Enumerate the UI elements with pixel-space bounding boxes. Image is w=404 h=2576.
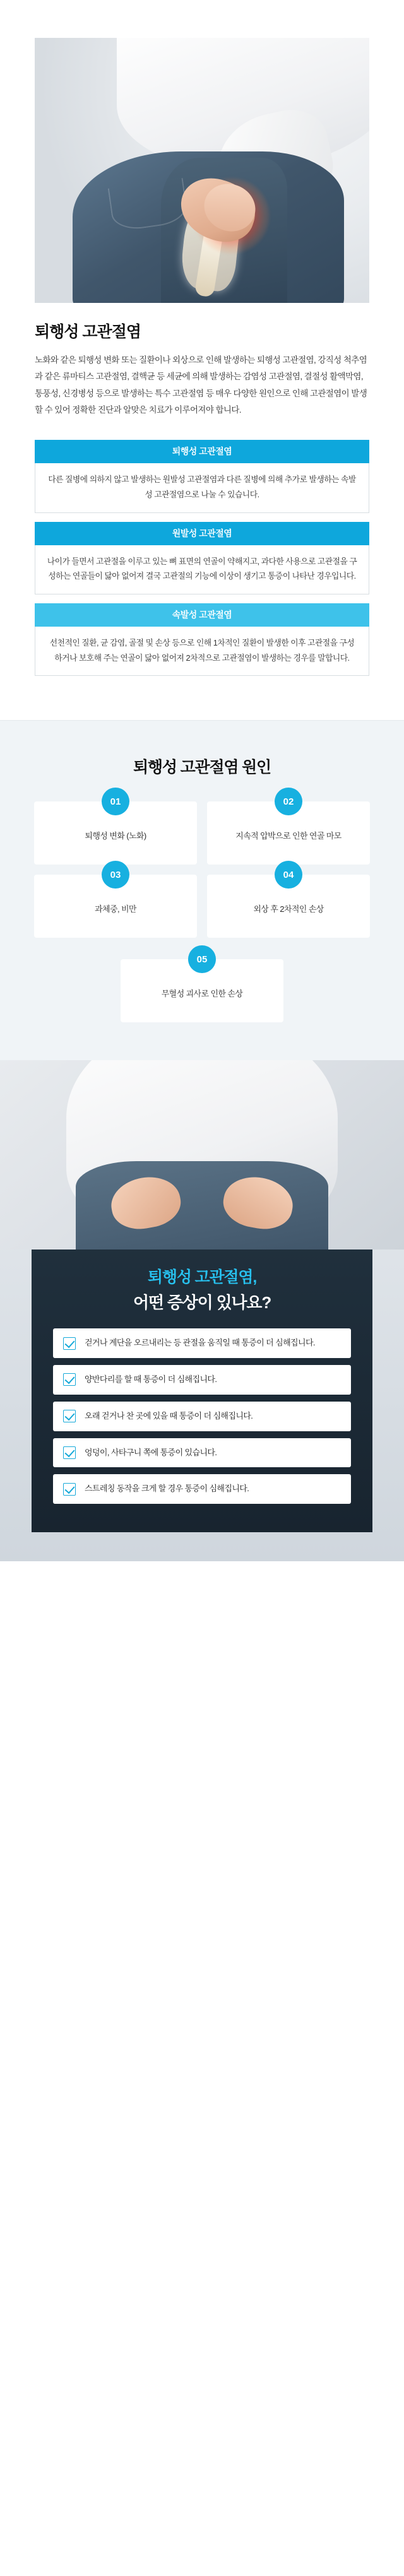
causes-grid — [25, 796, 379, 938]
term-block-degenerative — [35, 440, 369, 512]
checkbox-icon — [63, 1483, 76, 1496]
cause-number-badge: 03 — [102, 861, 129, 889]
cause-text: 무혈성 괴사로 인한 손상 — [161, 988, 243, 998]
term-block-primary — [35, 522, 369, 594]
checkbox-icon — [63, 1410, 76, 1422]
symptom-text: 걷거나 계단을 오르내리는 등 관절을 움직일 때 통증이 더 심해집니다. — [85, 1338, 315, 1348]
page-title: 퇴행성 고관절염 — [35, 323, 141, 341]
cause-text: 과체중, 비만 — [95, 904, 136, 914]
symptom-item — [53, 1438, 351, 1468]
symptoms-section — [0, 1060, 404, 1561]
hip-pain-photo — [35, 38, 369, 303]
causes-title: 퇴행성 고관절염 원인 — [133, 759, 271, 777]
term-body-text: 나이가 들면서 고관절을 이루고 있는 뼈 표면의 연골이 약해지고, 과다한 사용으로 고관절을 구성하는 연골들이 닳아 없어져 결국 고관절의 기능에 이상이 생기고 통증이 나타난 경우입니다. — [35, 545, 369, 594]
cause-text: 지속적 압박으로 인한 연골 마모 — [235, 830, 342, 841]
symptom-text: 엉덩이, 사타구니 쪽에 통증이 있습니다. — [85, 1447, 217, 1457]
cause-card-05 — [121, 954, 283, 1022]
cause-text: 외상 후 2차적인 손상 — [253, 904, 324, 914]
symptom-text: 양반다리를 할 때 통증이 더 심해집니다. — [85, 1374, 217, 1385]
cause-number-badge: 01 — [102, 788, 129, 815]
cause-card-03 — [34, 869, 197, 938]
term-body-text: 다른 질병에 의하지 않고 발생하는 원발성 고관절염과 다른 질병에 의해 추가로 발생하는 속발성 고관절염으로 나눌 수 있습니다. — [35, 463, 369, 512]
symptom-item — [53, 1402, 351, 1431]
cause-card-02 — [207, 796, 370, 865]
cause-text: 퇴행성 변화 (노화) — [85, 830, 146, 841]
symptom-item — [53, 1474, 351, 1504]
term-body-text: 선천적인 질환, 균 감염, 골절 및 손상 등으로 인해 1차적인 질환이 발생한 이후 고관절을 구성하거나 보호해 주는 연골이 닳아 없어져 2차적으로 고관절염이 발생하는 경우를 말합니다. — [35, 627, 369, 676]
checkbox-icon — [63, 1337, 76, 1350]
hero-section — [0, 0, 404, 720]
cause-card-04 — [207, 869, 370, 938]
terms-list — [35, 440, 369, 676]
symptoms-title-line2: 어떤 증상이 있나요? — [133, 1293, 271, 1313]
cause-card-01 — [34, 796, 197, 865]
cause-number-badge: 05 — [188, 945, 216, 973]
term-head-label: 퇴행성 고관절염 — [35, 440, 369, 463]
term-block-secondary — [35, 603, 369, 676]
abdomen-pain-photo — [0, 1060, 404, 1250]
symptom-item — [53, 1365, 351, 1395]
causes-section — [0, 720, 404, 1060]
hero-body-text: 노화와 같은 퇴행성 변화 또는 질환이나 외상으로 인해 발생하는 퇴행성 고관절염, 강직성 척추염과 같은 류마티스 고관절염, 결핵균 등 세균에 의해 발생하는 감염성 고관절염, 결절성 활액막염, 통풍성, 신경병성 등으로 발생하는 특수 고관절염 등 매우 다양한 원인으로 인해 고관절염이 발생할 수 있어 정확한 진단과 알맞은 치료가 이루어져야 합니다. — [35, 355, 367, 415]
cause-number-badge: 04 — [275, 861, 302, 889]
symptom-item — [53, 1328, 351, 1358]
symptoms-card — [32, 1243, 372, 1532]
causes-grid-last-row — [25, 954, 379, 1022]
checkbox-icon — [63, 1373, 76, 1386]
symptoms-title-line1: 퇴행성 고관절염, — [147, 1268, 257, 1287]
symptom-text: 오래 걷거나 찬 곳에 있을 때 통증이 더 심해집니다. — [85, 1410, 253, 1421]
term-head-label: 속발성 고관절염 — [35, 603, 369, 627]
symptom-text: 스트레칭 동작을 크게 할 경우 통증이 심해집니다. — [85, 1484, 249, 1494]
checkbox-icon — [63, 1446, 76, 1459]
cause-number-badge: 02 — [275, 788, 302, 815]
term-head-label: 원발성 고관절염 — [35, 522, 369, 545]
